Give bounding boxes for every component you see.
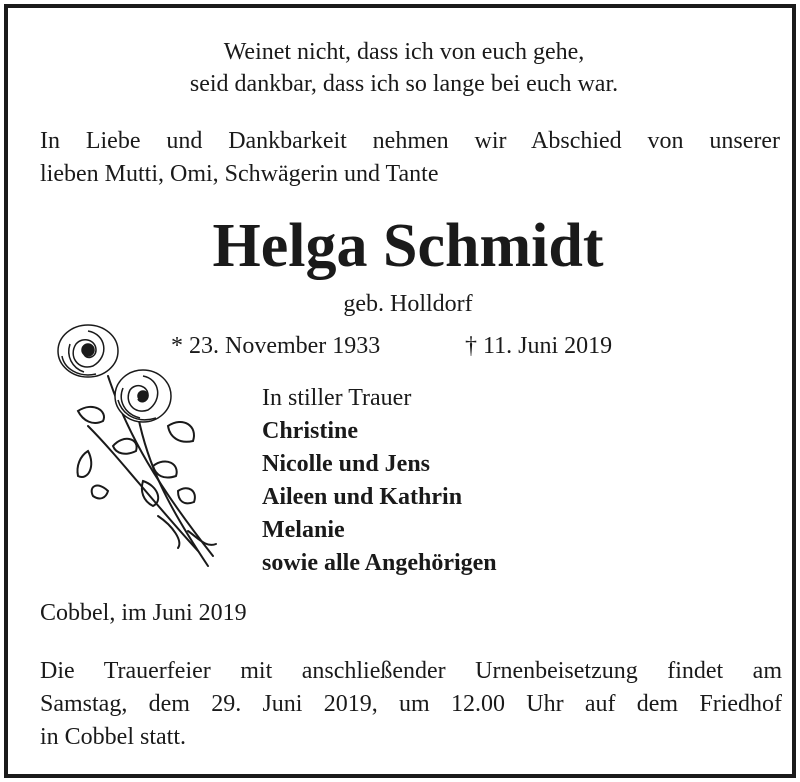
mourner-name: Melanie — [262, 517, 345, 543]
funeral-details — [40, 655, 782, 754]
deceased-name: Helga Schmidt — [212, 212, 604, 280]
mourner-name: Christine — [262, 418, 358, 444]
maiden-name: geb. Holldorf — [343, 291, 473, 317]
quote-line: Weinet nicht, dass ich von euch gehe, — [223, 39, 585, 65]
mourner-name: Aileen und Kathrin — [262, 484, 463, 510]
death-date: † 11. Juni 2019 — [465, 333, 613, 359]
quote-line: seid dankbar, dass ich so lange bei euch war. — [189, 71, 619, 97]
funeral-line: in Cobbel statt. — [40, 724, 186, 750]
intro-line: In Liebe und Dankbarkeit nehmen wir Abschied von unserer — [40, 128, 780, 154]
mourners-heading: In stiller Trauer — [262, 385, 412, 411]
funeral-line: Samstag, dem 29. Juni 2019, um 12.00 Uhr auf dem Friedhof — [40, 691, 782, 717]
farewell-intro — [40, 125, 780, 191]
obituary-notice — [4, 4, 796, 778]
place-date: Cobbel, im Juni 2019 — [40, 600, 247, 626]
funeral-line: Die Trauerfeier mit anschließender Urnenbeisetzung findet am — [40, 658, 782, 684]
mourner-name: sowie alle Angehörigen — [262, 550, 497, 576]
mourners-block — [262, 382, 497, 580]
birth-date: * 23. November 1933 — [171, 333, 381, 359]
memorial-quote — [8, 36, 800, 100]
intro-line: lieben Mutti, Omi, Schwägerin und Tante — [40, 161, 439, 187]
mourner-name: Nicolle und Jens — [262, 451, 431, 477]
